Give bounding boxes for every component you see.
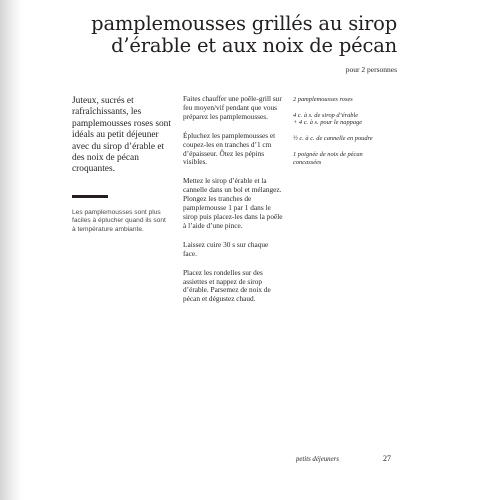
ingredient-line: concassées (293, 158, 322, 166)
section-divider (72, 195, 108, 198)
ingredient-line: + 4 c. à s. pour le nappage (293, 119, 363, 127)
page-number: 27 (383, 454, 391, 463)
method-step: Faites chauffer une poêle-grill sur feu moyen/vif pendant que vous préparez les pamplemousses. (183, 94, 282, 121)
method-steps (183, 95, 283, 314)
ingredient-line: 4 c. à s. de sirop d’érable (293, 111, 359, 119)
ingredient-item (293, 151, 399, 166)
ingredient-line: 2 pamplemousses roses (293, 96, 353, 103)
method-step: Laissez cuire 30 s sur chaque face. (183, 239, 269, 258)
ingredient-line: ½ c. à c. de cannelle en poudre (293, 135, 373, 143)
running-footer-section: petits déjeuners (296, 456, 339, 463)
intro-paragraph: Juteux, sucrés et rafraîchissants, les pamplemousses roses sont idéals au petit déjeuner avec du sirop d’érable et des noix de pécan croquantes. (72, 96, 171, 175)
method-step: Épluchez les pamplemousses et coupez-les en tranches d’1 cm d’épaisseur. Ôtez les pépins visibles. (183, 130, 276, 167)
method-step: Placez les rondelles sur des assiettes et nappez de sirop d’érable. Parsemez de noix de pécan et dégustez chaud. (183, 267, 271, 304)
method-step: Mettez le sirop d’érable et la cannelle dans un bol et mélangez. Plongez les tranches de pamplemousse 1 par 1 dans le sirop puis placez-les dans la poêle à l’aide d’une pince. (183, 176, 283, 230)
ingredient-line: 1 poignée de noix de pécan (293, 150, 363, 158)
ingredient-item (293, 112, 399, 127)
recipe-title (67, 13, 397, 57)
ingredient-item (293, 135, 399, 143)
recipe-title-line-2: d’érable et aux noix de pécan (111, 34, 397, 57)
recipe-title-line-1: pamplemousses grillés au sirop (91, 12, 397, 35)
tip-paragraph: Les pamplemousses sont plus faciles à éplucher quand ils sont à température ambiante. (72, 209, 166, 233)
ingredients-list (293, 96, 399, 174)
ingredient-item (293, 96, 399, 104)
servings-note: pour 2 personnes (345, 65, 397, 74)
